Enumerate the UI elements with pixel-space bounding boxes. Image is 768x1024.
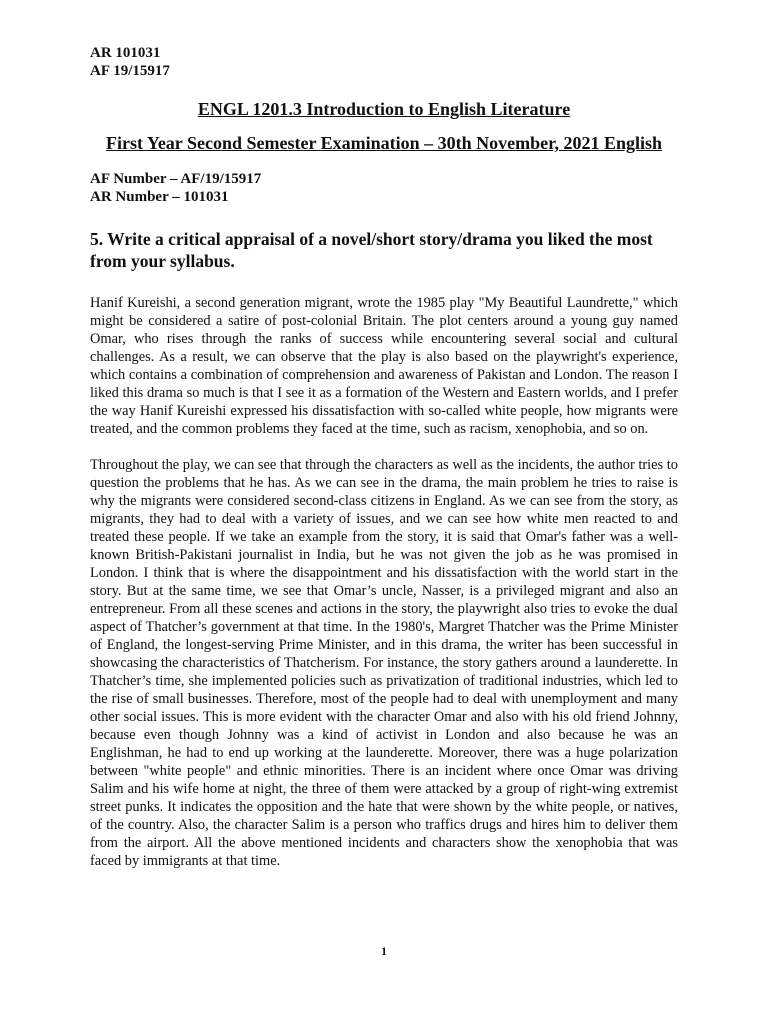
page-number: 1	[381, 944, 387, 958]
exam-title: First Year Second Semester Examination – 30th November, 2021 English	[106, 133, 662, 153]
ar-number: AR Number – 101031	[90, 189, 229, 205]
reference-codes	[90, 44, 678, 80]
paragraph-1: Hanif Kureishi, a second generation migrant, wrote the 1985 play "My Beautiful Laundrette," which might be considered a satire of post-colonial Britain. The plot centers around a young guy named Omar, who rises through the ranks of success while encountering several social and cultural challenges. As a result, we can observe that the play is also based on the playwright's experience, which contains a combination of comprehension and awareness of Pakistan and London. The reason I liked this drama so much is that I see it as a formation of the Western and Eastern worlds, and I prefer the way Hanif Kureishi expressed his dissatisfaction with so-called white people, how migrants were treated, and the common problems they faced at the time, such as racism, xenophobia, and so on.	[90, 295, 678, 437]
af-code: AF 19/15917	[90, 63, 170, 79]
af-number: AF Number – AF/19/15917	[90, 171, 262, 187]
student-identifiers	[90, 170, 678, 206]
ar-code: AR 101031	[90, 45, 161, 61]
question-heading: 5. Write a critical appraisal of a novel/short story/drama you liked the most from your syllabus.	[90, 229, 653, 271]
course-title: ENGL 1201.3 Introduction to English Literature	[197, 99, 571, 119]
paragraph-2: Throughout the play, we can see that through the characters as well as the incidents, the author tries to question the problems that he has. As we can see in the drama, the main problem he tries to raise is why the migrants were considered second-class citizens in England. As we can see from the story, as migrants, they had to deal with a variety of issues, and we can see how white men reacted to and treated these people. If we take an example from the story, it is said that Omar's father was a well-known British-Pakistani journalist in India, but he was not given the job as he was promised in London. I think that is where the disappointment and his dissatisfaction with the world start in the story. But at the same time, we see that Omar’s uncle, Nasser, is a privileged migrant and also an entrepreneur. From all these scenes and actions in the story, the playwright also tries to evoke the dual aspect of Thatcher’s government at that time. In the 1980's, Margret Thatcher was the Prime Minister of England, the longest-serving Prime Minister, and in this drama, the writer has been successful in showcasing the characteristics of Thatcherism. For instance, the story gathers around a launderette. In Thatcher’s time, she implemented policies such as privatization of traditional industries, which led to the rise of small businesses. Therefore, most of the people had to deal with unemployment and many other social issues. This is more evident with the character Omar and also with his old friend Johnny, because even though Johnny was a kind of activist in London and also because he was an Englishman, he had to end up working at the launderette. Moreover, there was a huge polarization between "white people" and ethnic minorities. There is an incident where once Omar was driving Salim and his wife home at night, the three of them were attacked by a group of right-wing extremist street punks. It indicates the opposition and the hate that were shown by the white people, or natives, of the country. Also, the character Salim is a person who traffics drugs and hires him to deliver them from the airport. All the above mentioned incidents and characters show the xenophobia that was faced by immigrants at that time.	[90, 457, 678, 869]
